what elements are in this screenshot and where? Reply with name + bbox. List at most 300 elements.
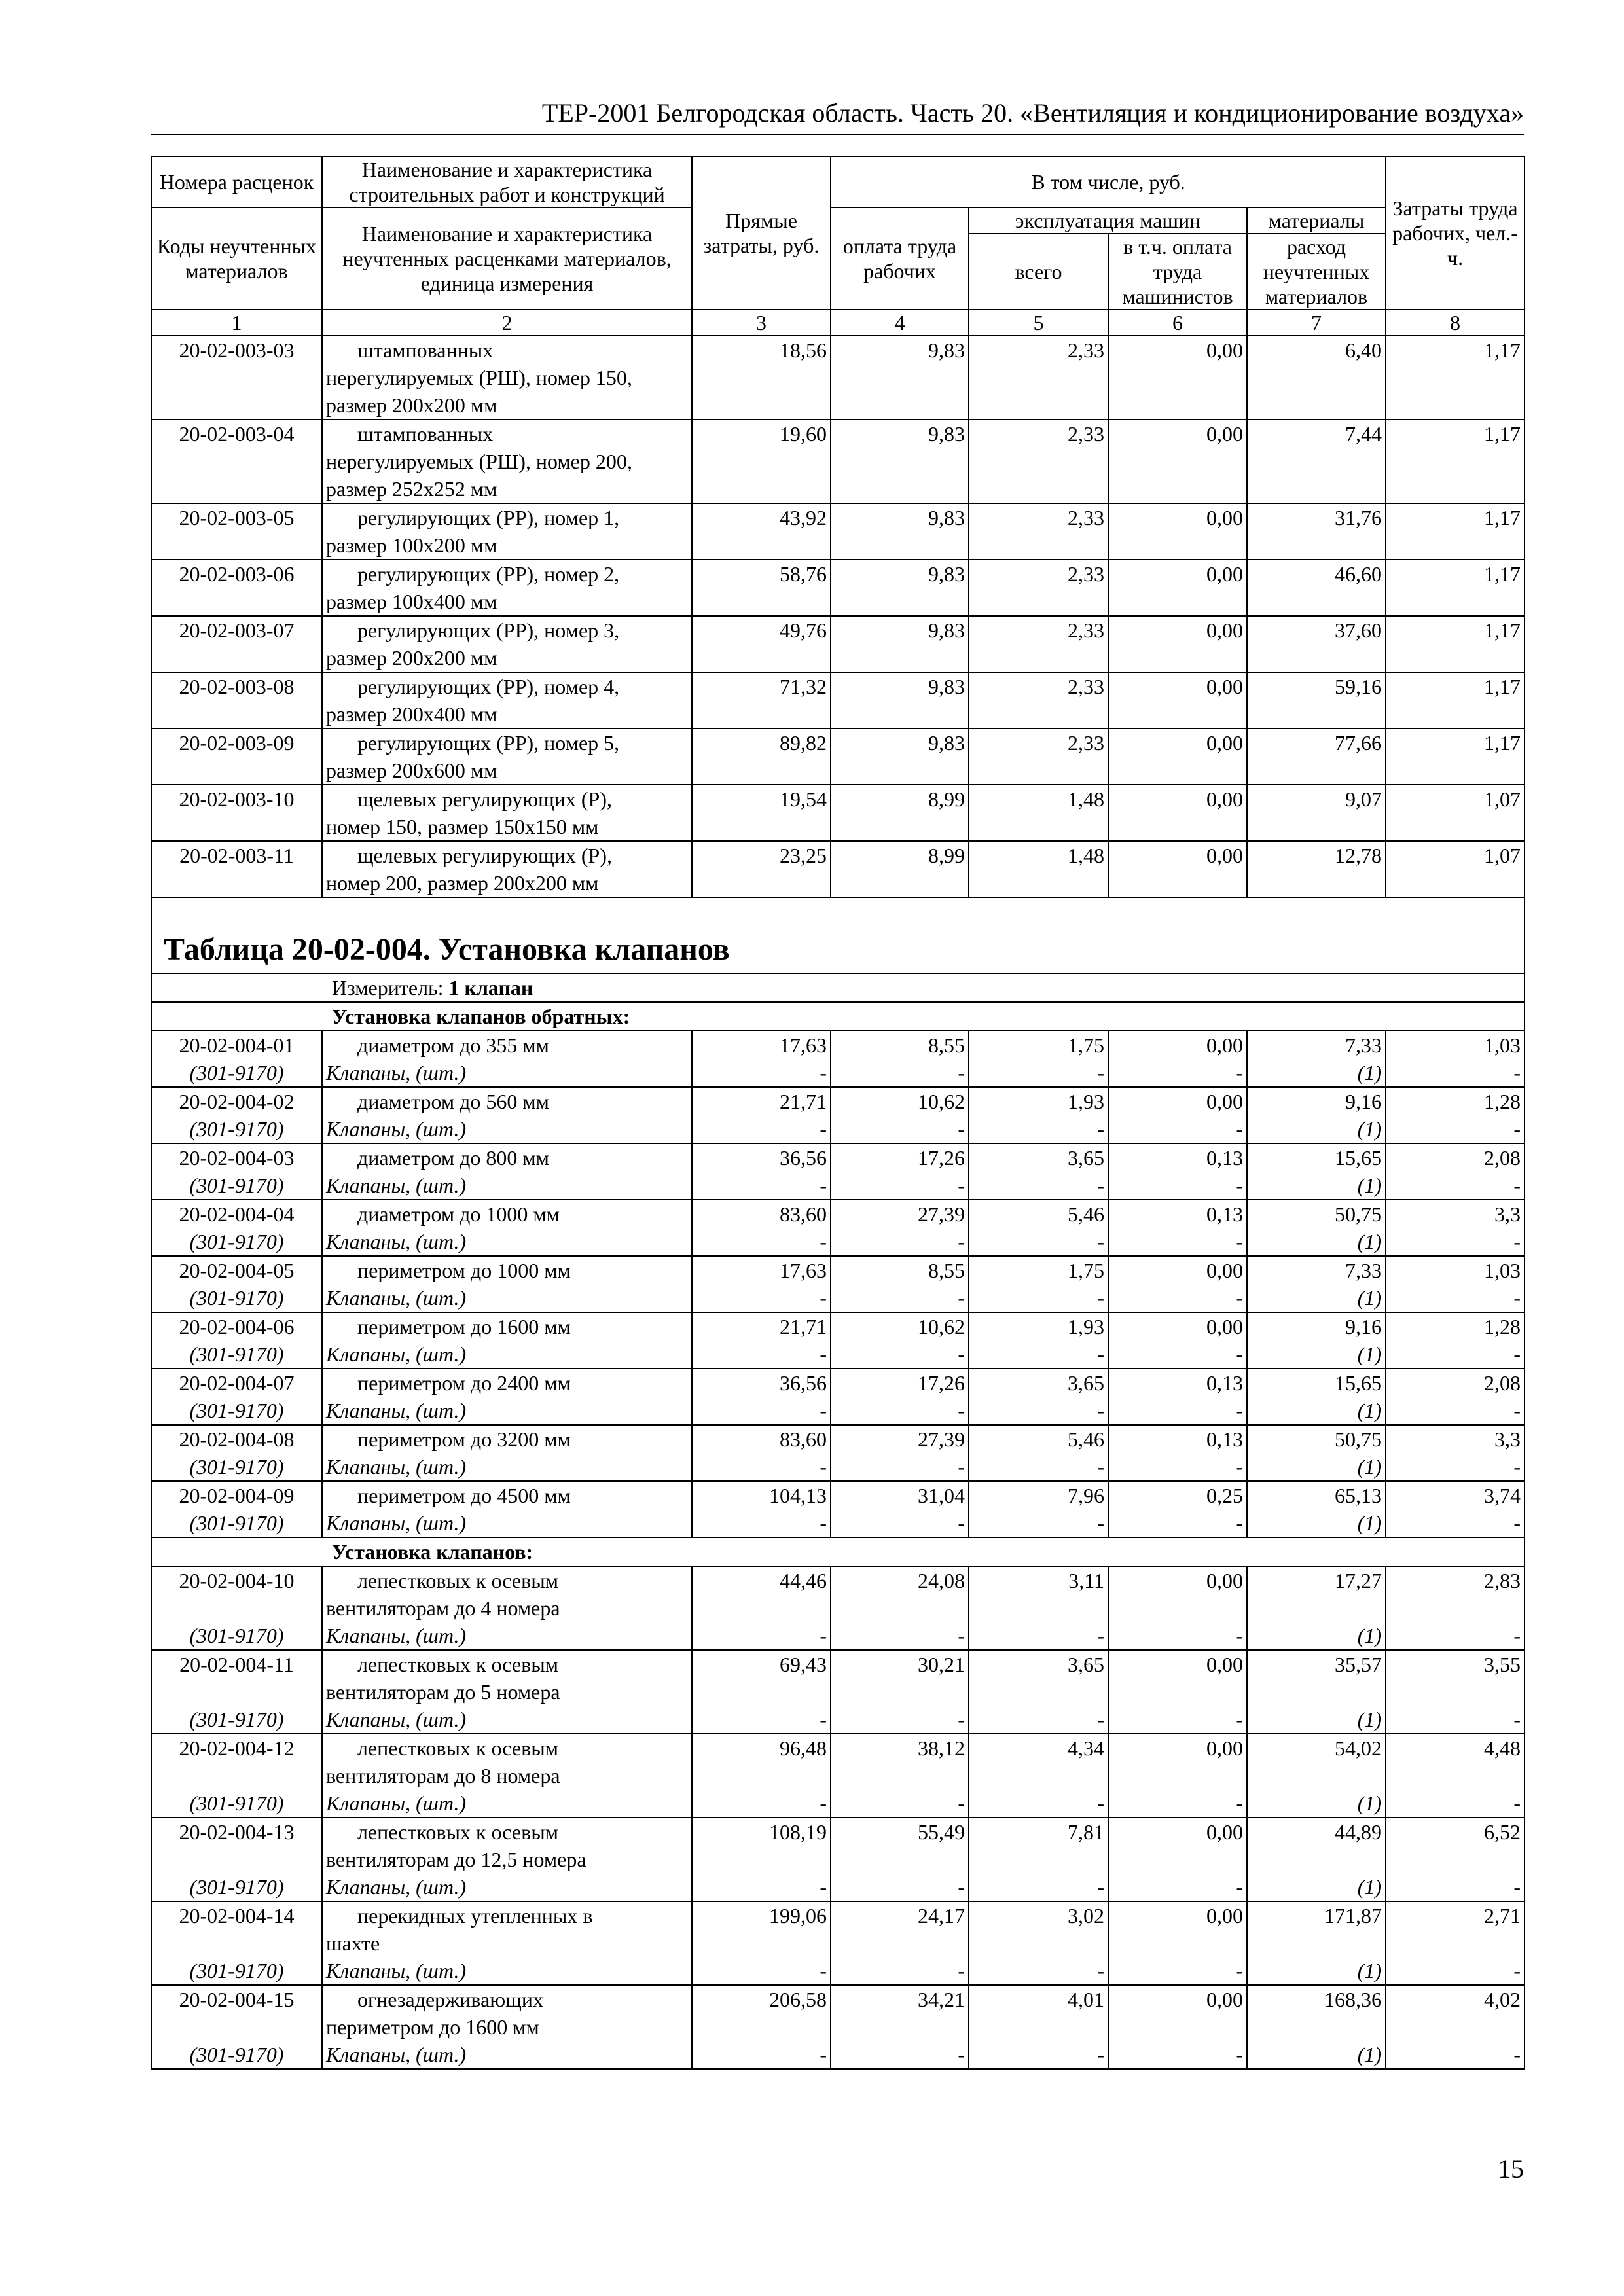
spacer: [155, 1594, 318, 1622]
worker-pay-value: 17,26: [918, 1146, 965, 1170]
material-code: (301-9170): [189, 1117, 284, 1141]
dash: -: [1097, 1791, 1104, 1815]
spacer: [1390, 2013, 1521, 2041]
worker-pay-value: 17,26: [918, 1371, 965, 1395]
materials-value: 15,65: [1335, 1371, 1382, 1395]
labor-hours-value-cell: [1386, 1256, 1525, 1312]
machines-total-value: 7,81: [1068, 1820, 1104, 1844]
rate-code: 20-02-004-11: [179, 1653, 294, 1676]
machinist-pay-value: 0,00: [1108, 420, 1247, 503]
labor-hours-value: 6,52: [1484, 1820, 1521, 1844]
machines-total-value: 3,11: [1068, 1569, 1104, 1592]
col-number: 3: [692, 310, 831, 336]
spacer: [1390, 1678, 1521, 1706]
dash: -: [1513, 2043, 1521, 2066]
labor-hours-value: 1,17: [1386, 560, 1525, 616]
work-name: [322, 1901, 692, 1985]
work-name-line1: диаметром до 800 мм: [357, 1146, 549, 1170]
work-name-line1: регулирующих (РР), номер 4,: [357, 675, 620, 698]
worker-pay-value: 9,83: [831, 616, 969, 672]
spacer: [835, 1594, 965, 1622]
work-name-line1: штампованных: [357, 422, 494, 446]
labor-hours-value-cell: [1386, 1818, 1525, 1901]
direct-costs-value: 69,43: [780, 1653, 827, 1676]
dash: -: [1513, 1455, 1521, 1479]
machines-total-value-cell: [969, 1818, 1108, 1901]
material-qty: (1): [1357, 1511, 1382, 1535]
machines-total-value: 1,48: [969, 785, 1108, 841]
direct-costs-value-cell: [692, 1985, 831, 2069]
material-name: Клапаны, (шт.): [326, 1230, 467, 1253]
work-name: [322, 1566, 692, 1650]
machines-total-value-cell: [969, 1650, 1108, 1734]
spacer: [835, 1762, 965, 1789]
rate-code: 20-02-004-09: [179, 1484, 295, 1507]
machines-total-value: 2,33: [969, 616, 1108, 672]
material-name: Клапаны, (шт.): [326, 1959, 467, 1982]
dash: -: [820, 1791, 827, 1815]
col-number: 6: [1108, 310, 1247, 336]
materials-value-cell: [1247, 1481, 1386, 1537]
work-name-line1: периметром до 3200 мм: [357, 1427, 571, 1451]
labor-hours-value-cell: [1386, 1200, 1525, 1256]
direct-costs-value-cell: [692, 1087, 831, 1143]
rate-code: 20-02-004-03: [179, 1146, 295, 1170]
machines-total-value: 1,93: [1068, 1315, 1104, 1338]
table-row: [151, 1481, 1525, 1537]
dash: -: [1513, 1061, 1521, 1085]
machines-total-value-cell: [969, 1734, 1108, 1818]
rate-code-cell: [151, 1143, 322, 1200]
labor-hours-value: 3,3: [1494, 1427, 1521, 1451]
dash: -: [1513, 1342, 1521, 1366]
machines-total-value: 4,01: [1068, 1988, 1104, 2011]
material-code: (301-9170): [189, 2043, 284, 2066]
machines-total-value-cell: [969, 1985, 1108, 2069]
table-row: [151, 616, 1525, 672]
material-name: Клапаны, (шт.): [326, 1511, 467, 1535]
dash: -: [1097, 1117, 1104, 1141]
rate-code: 20-02-004-04: [179, 1202, 295, 1226]
machines-total-value-cell: [969, 1256, 1108, 1312]
spacer: [696, 1762, 827, 1789]
rate-code: 20-02-004-15: [179, 1988, 295, 2011]
rate-code: 20-02-003-11: [151, 841, 322, 897]
machinist-pay-value-cell: [1108, 1087, 1247, 1143]
labor-hours-value: 3,3: [1494, 1202, 1521, 1226]
rate-code: 20-02-003-10: [151, 785, 322, 841]
dash: -: [958, 1342, 965, 1366]
spacer: [835, 2013, 965, 2041]
materials-value: 7,33: [1345, 1033, 1382, 1057]
labor-hours-value-cell: [1386, 1425, 1525, 1481]
labor-hours-value-cell: [1386, 1481, 1525, 1537]
material-name: Клапаны, (шт.): [326, 1875, 467, 1899]
machinist-pay-value-cell: [1108, 1734, 1247, 1818]
spacer: [835, 1678, 965, 1706]
machines-total-value: 3,02: [1068, 1904, 1104, 1928]
worker-pay-value: 9,83: [831, 336, 969, 420]
materials-value: 50,75: [1335, 1202, 1382, 1226]
dash: -: [958, 1230, 965, 1253]
dash: -: [1097, 1286, 1104, 1310]
dash: -: [958, 2043, 965, 2066]
spacer: [835, 1846, 965, 1873]
rate-code-cell: [151, 1481, 322, 1537]
table-row: [151, 1566, 1525, 1650]
dash: -: [1513, 1875, 1521, 1899]
direct-costs-value-cell: [692, 1369, 831, 1425]
material-name: Клапаны, (шт.): [326, 1455, 467, 1479]
worker-pay-value: 27,39: [918, 1202, 965, 1226]
head-machines-total: всего: [969, 234, 1108, 310]
dash: -: [1236, 1117, 1243, 1141]
labor-hours-value-cell: [1386, 1031, 1525, 1087]
rate-code: 20-02-003-06: [151, 560, 322, 616]
materials-value: 35,57: [1335, 1653, 1382, 1676]
rate-code: 20-02-004-07: [179, 1371, 295, 1395]
direct-costs-value-cell: [692, 1425, 831, 1481]
labor-hours-value-cell: [1386, 1312, 1525, 1369]
worker-pay-value-cell: [831, 1425, 969, 1481]
work-name: [322, 785, 692, 841]
labor-hours-value: 1,07: [1386, 785, 1525, 841]
materials-value: 9,16: [1345, 1315, 1382, 1338]
machinist-pay-value: 0,00: [1206, 1033, 1243, 1057]
work-name-line1: диаметром до 1000 мм: [357, 1202, 560, 1226]
materials-value: 59,16: [1247, 672, 1386, 728]
head-machinist-pay: в т.ч. оплата труда машинистов: [1108, 234, 1247, 310]
spacer: [1112, 1678, 1243, 1706]
spacer: [1251, 1678, 1382, 1706]
labor-hours-value: 2,71: [1484, 1904, 1521, 1928]
machines-total-value: 7,96: [1068, 1484, 1104, 1507]
dash: -: [1236, 1875, 1243, 1899]
worker-pay-value-cell: [831, 1734, 969, 1818]
materials-value: 168,36: [1324, 1988, 1382, 2011]
dash: -: [820, 1286, 827, 1310]
spacer: [155, 1762, 318, 1789]
table-row: [151, 1650, 1525, 1734]
work-name: [322, 1481, 692, 1537]
table-row: [151, 1312, 1525, 1369]
spacer: [1390, 1929, 1521, 1957]
table-row: [151, 1901, 1525, 1985]
worker-pay-value: 9,83: [831, 728, 969, 785]
dash: -: [1097, 1061, 1104, 1085]
machinist-pay-value-cell: [1108, 1650, 1247, 1734]
spacer: [835, 1929, 965, 1957]
direct-costs-value: 71,32: [692, 672, 831, 728]
work-name-line1: лепестковых к осевым: [357, 1569, 559, 1592]
labor-hours-value: 1,28: [1484, 1315, 1521, 1338]
labor-hours-value: 1,17: [1386, 728, 1525, 785]
dash: -: [1236, 1230, 1243, 1253]
dash: -: [958, 1875, 965, 1899]
machinist-pay-value: 0,00: [1206, 1569, 1243, 1592]
work-name-line1: перекидных утепленных в: [357, 1904, 593, 1928]
direct-costs-value-cell: [692, 1734, 831, 1818]
work-name-line1: регулирующих (РР), номер 5,: [357, 731, 620, 755]
machines-total-value-cell: [969, 1031, 1108, 1087]
dash: -: [1513, 1174, 1521, 1197]
materials-value: 54,02: [1335, 1736, 1382, 1760]
dash: -: [1097, 1624, 1104, 1647]
materials-value-cell: [1247, 1087, 1386, 1143]
labor-hours-value: 1,17: [1386, 616, 1525, 672]
work-name-line2: вентиляторам до 12,5 номера: [326, 1848, 586, 1871]
direct-costs-value-cell: [692, 1143, 831, 1200]
rate-code: 20-02-004-05: [179, 1259, 295, 1282]
direct-costs-value: 43,92: [692, 503, 831, 560]
direct-costs-value: 23,25: [692, 841, 831, 897]
spacer: [155, 1846, 318, 1873]
head-direct-costs: Прямые затраты, руб.: [692, 156, 831, 310]
material-name: Клапаны, (шт.): [326, 1624, 467, 1647]
work-name: [322, 672, 692, 728]
direct-costs-value: 83,60: [780, 1202, 827, 1226]
rate-code-cell: [151, 1087, 322, 1143]
work-name: [322, 841, 692, 897]
dash: -: [958, 1286, 965, 1310]
dash: -: [1097, 1455, 1104, 1479]
dash: -: [958, 1959, 965, 1982]
machinist-pay-value: 0,00: [1206, 1820, 1243, 1844]
labor-hours-value: 1,28: [1484, 1090, 1521, 1113]
rate-code: 20-02-004-02: [179, 1090, 295, 1113]
work-name: [322, 1087, 692, 1143]
spacer: [1390, 1594, 1521, 1622]
dash: -: [958, 1511, 965, 1535]
worker-pay-value: 9,83: [831, 560, 969, 616]
materials-value: 77,66: [1247, 728, 1386, 785]
materials-value-cell: [1247, 1818, 1386, 1901]
dash: -: [1097, 1174, 1104, 1197]
table-row: [151, 336, 1525, 420]
worker-pay-value: 10,62: [918, 1090, 965, 1113]
dash: -: [820, 2043, 827, 2066]
head-including: В том числе, руб.: [831, 156, 1386, 207]
dash: -: [1097, 2043, 1104, 2066]
machinist-pay-value: 0,25: [1206, 1484, 1243, 1507]
head-rate-numbers: Номера расценок: [151, 156, 322, 207]
work-name-line2: размер 200x600 мм: [326, 759, 497, 782]
dash: -: [1097, 1959, 1104, 1982]
spacer: [155, 2013, 318, 2041]
rate-code-cell: [151, 1818, 322, 1901]
rate-code: 20-02-003-08: [151, 672, 322, 728]
spacer: [1251, 2013, 1382, 2041]
dash: -: [958, 1174, 965, 1197]
material-code: (301-9170): [189, 1399, 284, 1422]
work-name: [322, 616, 692, 672]
materials-value: 12,78: [1247, 841, 1386, 897]
worker-pay-value: 9,83: [831, 420, 969, 503]
materials-value: 37,60: [1247, 616, 1386, 672]
worker-pay-value-cell: [831, 1312, 969, 1369]
material-qty: (1): [1357, 1174, 1382, 1197]
dash: -: [1236, 1174, 1243, 1197]
head-materials: материалы: [1247, 207, 1386, 234]
direct-costs-value-cell: [692, 1481, 831, 1537]
direct-costs-value: 17,63: [780, 1033, 827, 1057]
dash: -: [1513, 1117, 1521, 1141]
work-name-line1: регулирующих (РР), номер 2,: [357, 562, 620, 586]
direct-costs-value: 19,54: [692, 785, 831, 841]
dash: -: [820, 1624, 827, 1647]
labor-hours-value-cell: [1386, 1901, 1525, 1985]
dash: -: [958, 1061, 965, 1085]
material-name: Клапаны, (шт.): [326, 2043, 467, 2066]
dash: -: [1097, 1230, 1104, 1253]
machinist-pay-value: 0,13: [1206, 1146, 1243, 1170]
labor-hours-value: 1,17: [1386, 336, 1525, 420]
work-name-line2: номер 200, размер 200x200 мм: [326, 871, 599, 895]
work-name-line1: диаметром до 560 мм: [357, 1090, 549, 1113]
machines-total-value: 3,65: [1068, 1371, 1104, 1395]
direct-costs-value-cell: [692, 1312, 831, 1369]
machines-total-value-cell: [969, 1481, 1108, 1537]
spacer: [1112, 1929, 1243, 1957]
rate-code: 20-02-004-06: [179, 1315, 295, 1338]
machinist-pay-value: 0,00: [1108, 560, 1247, 616]
spacer: [155, 1678, 318, 1706]
direct-costs-value-cell: [692, 1256, 831, 1312]
rate-code-cell: [151, 1312, 322, 1369]
labor-hours-value: 1,17: [1386, 672, 1525, 728]
rate-code: 20-02-004-14: [179, 1904, 295, 1928]
machines-total-value: 1,75: [1068, 1259, 1104, 1282]
spacer: [973, 2013, 1104, 2041]
materials-value: 15,65: [1335, 1146, 1382, 1170]
material-code: (301-9170): [189, 1342, 284, 1366]
labor-hours-value-cell: [1386, 1566, 1525, 1650]
machinist-pay-value: 0,00: [1206, 1736, 1243, 1760]
spacer: [1112, 1762, 1243, 1789]
dash: -: [958, 1624, 965, 1647]
dash: -: [1097, 1708, 1104, 1731]
machinist-pay-value: 0,00: [1108, 841, 1247, 897]
rate-code: 20-02-004-12: [179, 1736, 295, 1760]
dash: -: [1236, 1708, 1243, 1731]
direct-costs-value: 58,76: [692, 560, 831, 616]
machinist-pay-value-cell: [1108, 1481, 1247, 1537]
worker-pay-value-cell: [831, 1566, 969, 1650]
work-name-line2: нерегулируемых (РШ), номер 200, размер 252x252 мм: [326, 450, 632, 501]
materials-value: 46,60: [1247, 560, 1386, 616]
machines-total-value-cell: [969, 1425, 1108, 1481]
work-name: [322, 1650, 692, 1734]
material-code: (301-9170): [189, 1959, 284, 1982]
materials-value: 31,76: [1247, 503, 1386, 560]
worker-pay-value-cell: [831, 1087, 969, 1143]
rate-code: 20-02-004-10: [179, 1569, 295, 1592]
material-qty: (1): [1357, 1791, 1382, 1815]
worker-pay-value-cell: [831, 1901, 969, 1985]
worker-pay-value: 9,83: [831, 503, 969, 560]
dash: -: [1236, 1624, 1243, 1647]
worker-pay-value: 9,83: [831, 672, 969, 728]
table-row: [151, 1425, 1525, 1481]
labor-hours-value-cell: [1386, 1985, 1525, 2069]
labor-hours-value: 3,55: [1484, 1653, 1521, 1676]
head-machines: эксплуатация машин: [969, 207, 1247, 234]
work-name-line1: регулирующих (РР), номер 1,: [357, 506, 620, 529]
labor-hours-value: 2,08: [1484, 1146, 1521, 1170]
material-code: (301-9170): [189, 1875, 284, 1899]
worker-pay-value: 8,99: [831, 785, 969, 841]
material-code: (301-9170): [189, 1708, 284, 1731]
dash: -: [820, 1061, 827, 1085]
dash: -: [1513, 1959, 1521, 1982]
material-qty: (1): [1357, 1959, 1382, 1982]
dash: -: [820, 1342, 827, 1366]
worker-pay-value: 24,08: [918, 1569, 965, 1592]
work-name: [322, 728, 692, 785]
material-qty: (1): [1357, 1061, 1382, 1085]
machines-total-value: 2,33: [969, 420, 1108, 503]
worker-pay-value: 34,21: [918, 1988, 965, 2011]
machines-total-value: 3,65: [1068, 1653, 1104, 1676]
group-heading: Установка клапанов:: [151, 1537, 1525, 1566]
direct-costs-value-cell: [692, 1901, 831, 1985]
machines-total-value: 2,33: [969, 672, 1108, 728]
dash: -: [820, 1455, 827, 1479]
work-name: [322, 1818, 692, 1901]
head-material-codes: Коды неучтенных материалов: [151, 207, 322, 310]
work-name-line2: размер 200x200 мм: [326, 646, 497, 670]
materials-value: 9,07: [1247, 785, 1386, 841]
dash: -: [1513, 1399, 1521, 1422]
material-code: (301-9170): [189, 1624, 284, 1647]
materials-value-cell: [1247, 1901, 1386, 1985]
direct-costs-value-cell: [692, 1031, 831, 1087]
machinist-pay-value-cell: [1108, 1425, 1247, 1481]
spacer: [696, 2013, 827, 2041]
machines-total-value-cell: [969, 1369, 1108, 1425]
materials-value: 171,87: [1324, 1904, 1382, 1928]
dash: -: [958, 1117, 965, 1141]
rate-code: 20-02-003-07: [151, 616, 322, 672]
meter-label: Измеритель:: [332, 976, 444, 999]
work-name: [322, 1312, 692, 1369]
worker-pay-value: 30,21: [918, 1653, 965, 1676]
machinist-pay-value: 0,00: [1206, 1090, 1243, 1113]
spacer: [696, 1846, 827, 1873]
machines-total-value-cell: [969, 1087, 1108, 1143]
materials-value-cell: [1247, 1369, 1386, 1425]
direct-costs-value-cell: [692, 1200, 831, 1256]
machines-total-value: 1,75: [1068, 1033, 1104, 1057]
work-name-line2: вентиляторам до 4 номера: [326, 1596, 560, 1620]
spacer: [973, 1929, 1104, 1957]
materials-value: 17,27: [1335, 1569, 1382, 1592]
work-name-line1: лепестковых к осевым: [357, 1736, 559, 1760]
rate-code-cell: [151, 1256, 322, 1312]
work-name: [322, 1200, 692, 1256]
machinist-pay-value: 0,00: [1206, 1904, 1243, 1928]
spacer: [696, 1678, 827, 1706]
materials-value: 65,13: [1335, 1484, 1382, 1507]
work-name-line2: размер 100x400 мм: [326, 590, 497, 613]
meter-value: 1 клапан: [448, 976, 533, 999]
direct-costs-value: 199,06: [769, 1904, 827, 1928]
material-qty: (1): [1357, 1875, 1382, 1899]
worker-pay-value-cell: [831, 1031, 969, 1087]
worker-pay-value: 10,62: [918, 1315, 965, 1338]
direct-costs-value: 19,60: [692, 420, 831, 503]
materials-value: 7,33: [1345, 1259, 1382, 1282]
